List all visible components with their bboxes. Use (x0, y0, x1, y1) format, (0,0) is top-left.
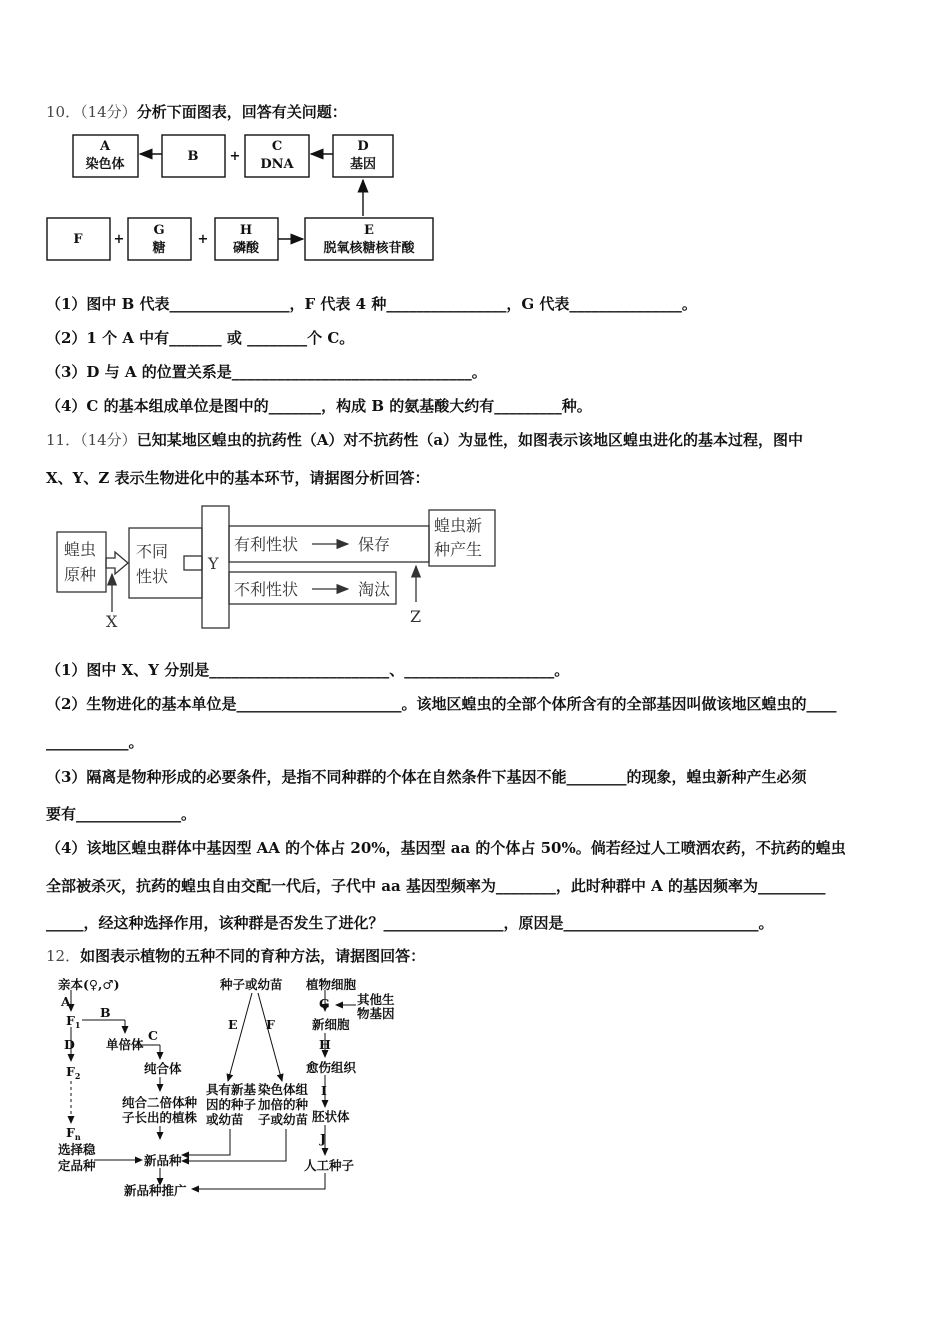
newgene-2: 因的种子 (206, 1097, 257, 1112)
x-label: X (106, 612, 118, 631)
c-text: DNA (260, 157, 294, 172)
a-text: 染色体 (85, 157, 125, 172)
double-2: 加倍的种 (258, 1097, 309, 1112)
new-cell: 新细胞 (312, 1017, 350, 1032)
box-traits (129, 528, 202, 598)
b-label: B (100, 1005, 111, 1020)
q11-sub3-line1: （3）隔离是物种形成的必要条件，是指不同种群的个体在自然条件下基因不能________的现象，蝗虫新种产生必须 (46, 768, 807, 786)
q11-sub2-line1: （2）生物进化的基本单位是______________________。该地区蝗虫的全部个体所含有的全部基因叫做该地区蝗虫的____ (46, 695, 837, 713)
haploid: 单倍体 (106, 1037, 144, 1052)
arrow-double-new (182, 1129, 286, 1161)
d-text: 基因 (349, 157, 377, 172)
arrow-e (228, 993, 252, 1081)
g-label: G (319, 996, 330, 1011)
plus-2: + (113, 232, 125, 247)
b-letter: B (187, 149, 199, 164)
q11-sub2-line2: ___________。 (46, 733, 144, 751)
diploid-1: 纯合二倍体种 (122, 1095, 198, 1110)
fn-letter: F (66, 1125, 75, 1140)
double-1: 染色体组 (258, 1082, 309, 1097)
newgene-3: 或幼苗 (206, 1112, 244, 1127)
select-2: 定品种 (58, 1158, 96, 1173)
f1-letter: F (66, 1013, 75, 1028)
q11-sub4-line2: 全部被杀灭，抗药的蝗虫自由交配一代后，子代中 aa 基因型频率为________，此时种群中 A 的基因频率为_________ (46, 877, 826, 895)
eliminate: 淘汰 (358, 580, 391, 599)
q11-header (46, 430, 803, 450)
q12-diagram (50, 975, 410, 1205)
g-letter: G (153, 223, 165, 238)
q10-header (46, 102, 347, 122)
new-species-1: 蝗虫新 (434, 516, 483, 535)
q10-sub4: （4）C 的基本组成单位是图中的_______，构成 B 的氨基酸大约有_________种。 (46, 397, 592, 415)
j-label: J (320, 1131, 326, 1146)
plant-cell: 植物细胞 (306, 977, 357, 992)
e-letter: E (364, 223, 374, 238)
q11-prefix: 11．（14分） (46, 431, 137, 449)
double-3: 子或幼苗 (258, 1112, 309, 1127)
h-text: 磷酸 (232, 241, 260, 256)
f1-sub: 1 (74, 1020, 81, 1030)
h-letter: H (239, 223, 253, 238)
diploid-2: 子长出的植株 (122, 1110, 198, 1125)
q10-sub2: （2）1 个 A 中有_______ 或 ________个 C。 (46, 329, 355, 347)
y-label: Y (208, 554, 219, 573)
d-label: D (64, 1037, 75, 1052)
q10-diagram (40, 130, 440, 265)
q10-stem: 分析下面图表，回答有关问题： (136, 103, 347, 121)
f2-sub: 2 (74, 1071, 81, 1081)
q11-sub4-line3: _____，经这种选择作用，该种群是否发生了进化？________________，原因是__________________________。 (46, 914, 774, 932)
q11-sub3-line2: 要有______________。 (46, 805, 197, 823)
q10-sub3: （3）D 与 A 的位置关系是________________________________。 (46, 363, 487, 381)
arrow-f (258, 993, 282, 1081)
q12-prefix: 12． (46, 947, 81, 965)
q12-header (46, 946, 425, 966)
h-label: H (319, 1037, 331, 1052)
unfavorable: 不利性状 (234, 580, 299, 599)
q11-sub1: （1）图中 X、Y 分别是________________________、____________________。 (46, 661, 570, 679)
arrow-seed-promote (192, 1173, 325, 1189)
q11-diagram (50, 502, 510, 632)
f2-letter: F (66, 1064, 75, 1079)
d-letter: D (357, 139, 369, 154)
q11-sub4-line1: （4）该地区蝗虫群体中基因型 AA 的个体占 20%，基因型 aa 的个体占 50%。倘若经过人工喷洒农药，不抗药的蝗虫 (46, 839, 846, 857)
embryoid: 胚状体 (312, 1109, 350, 1124)
q10-prefix: 10．（14分） (46, 103, 137, 121)
q11-stem-line2: X、Y、Z 表示生物进化中的基本环节，请据图分析回答： (46, 469, 430, 487)
arrow-newgene-new (182, 1129, 230, 1155)
c-letter: C (271, 139, 283, 154)
other-gene-2: 物基因 (357, 1006, 395, 1021)
f-label: F (266, 1017, 275, 1032)
q10-sub1: （1）图中 B 代表________________，F 代表 4 种________________，G 代表_______________。 (46, 295, 697, 313)
promote: 新品种推广 (124, 1183, 187, 1198)
new-species-2: 种产生 (434, 540, 483, 559)
traits-1: 不同 (136, 542, 169, 561)
parents: 亲本(♀,♂) (58, 977, 120, 992)
z-label: Z (410, 607, 422, 626)
f1-label (66, 1013, 80, 1030)
q11-stem-line1: 已知某地区蝗虫的抗药性（A）对不抗药性（a）为显性，如图表示该地区蝗虫进化的基本过程，图中 (136, 431, 804, 449)
origin-1: 蝗虫 (64, 540, 97, 559)
newgene-1: 具有新基 (206, 1082, 257, 1097)
f-letter: F (73, 232, 83, 247)
e-label: E (228, 1017, 238, 1032)
origin-2: 原种 (64, 565, 97, 584)
q12-stem: 如图表示植物的五种不同的育种方法，请据图回答： (80, 947, 426, 965)
new-variety: 新品种 (144, 1153, 182, 1168)
g-text: 糖 (152, 241, 166, 256)
seed-seedling: 种子或幼苗 (220, 977, 283, 992)
select-1: 选择稳 (58, 1142, 96, 1157)
traits-2: 性状 (136, 567, 169, 586)
fn-sub: n (74, 1132, 81, 1142)
other-gene-1: 其他生 (357, 992, 395, 1007)
a-letter: A (99, 139, 111, 154)
f2-label (66, 1064, 80, 1081)
plus-3: + (197, 232, 209, 247)
fn-label (66, 1125, 81, 1142)
i-label: I (321, 1083, 327, 1098)
artificial-seed: 人工种子 (304, 1158, 355, 1173)
keep: 保存 (358, 535, 391, 554)
c-label: C (148, 1028, 158, 1043)
e-text: 脱氧核糖核苷酸 (323, 241, 415, 256)
callus: 愈伤组织 (306, 1060, 357, 1075)
hollow-arrow (106, 552, 128, 574)
favorable: 有利性状 (234, 535, 299, 554)
plus-1: + (229, 149, 241, 164)
small-box (184, 556, 202, 570)
a-label: A (61, 994, 71, 1009)
pure: 纯合体 (144, 1061, 182, 1076)
